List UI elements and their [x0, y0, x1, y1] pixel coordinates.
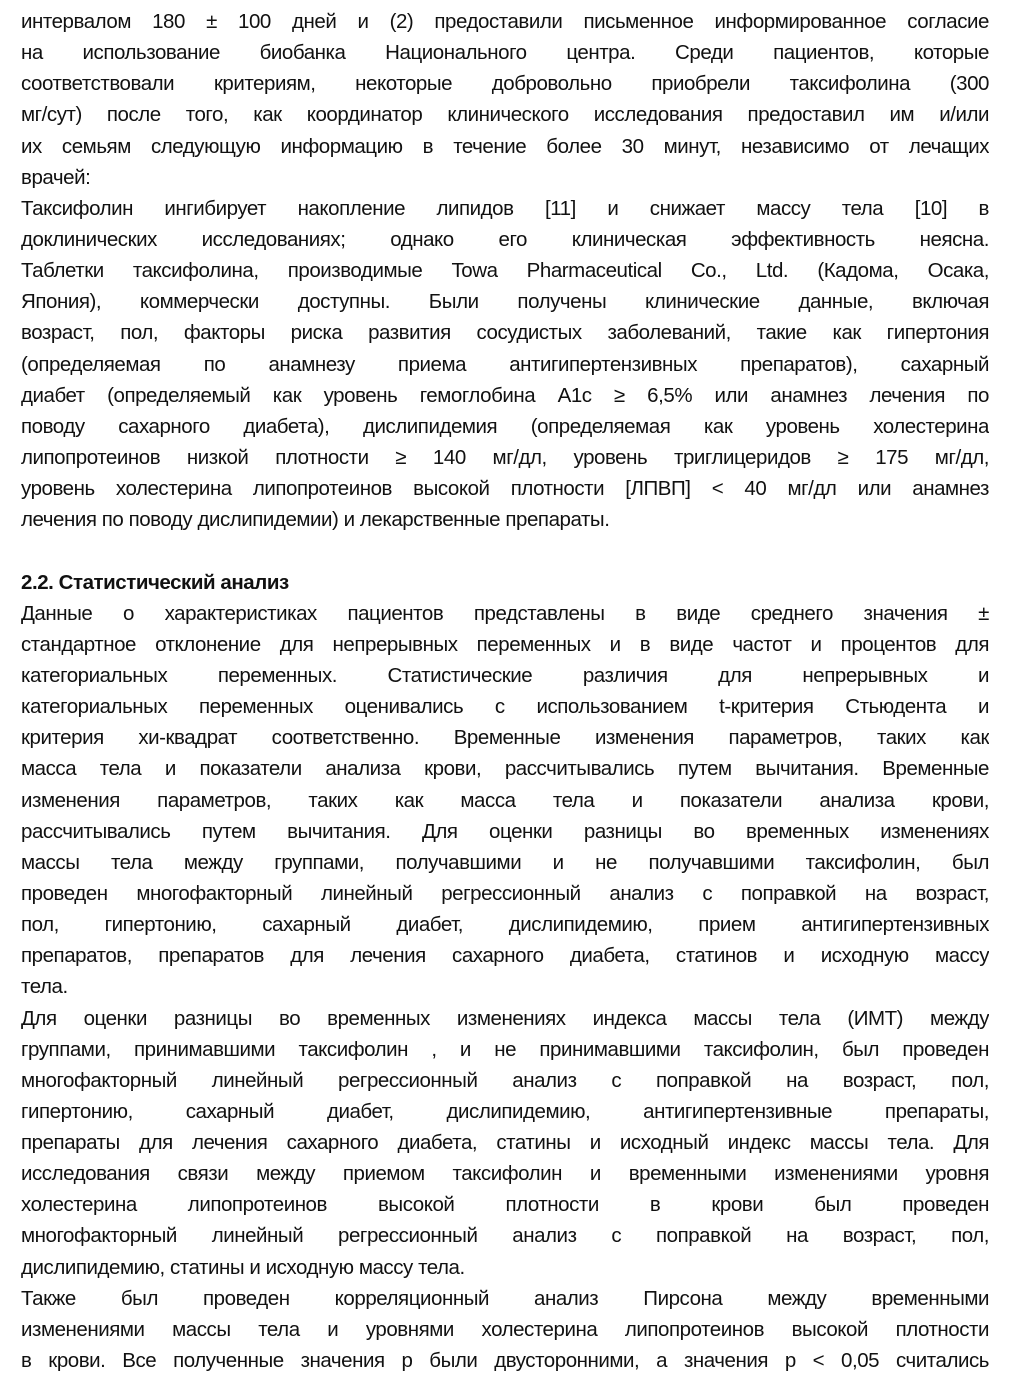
- text-line: уровень холестерина липопротеинов высокой плотности [ЛПВП] < 40 мг/дл или анамнез: [21, 477, 989, 501]
- text-line: рассчитывались путем вычитания. Для оценки разницы во временных изменениях: [21, 819, 989, 843]
- paragraph: [21, 598, 989, 1003]
- paragraph: [21, 1283, 989, 1376]
- text-line: их семьям следующую информацию в течение более 30 минут, независимо от лечащих: [21, 134, 989, 158]
- text-line: поводу сахарного диабета), дислипидемия (определяемая как уровень холестерина: [21, 414, 989, 438]
- text-line: гипертонию, сахарный диабет, дислипидемию, антигипертензивные препараты,: [21, 1099, 989, 1123]
- document-page: [21, 6, 989, 1376]
- text-line: многофакторный линейный регрессионный анализ с поправкой на возраст, пол,: [21, 1068, 989, 1092]
- text-line: (определяемая по анамнезу приема антигипертензивных препаратов), сахарный: [21, 352, 989, 376]
- text-line: интервалом 180 ± 100 дней и (2) предоставили письменное информированное согласие: [21, 10, 989, 33]
- paragraph: [21, 1003, 989, 1283]
- text-line: пол, гипертонию, сахарный диабет, дислипидемию, прием антигипертензивных: [21, 913, 989, 937]
- text-line: препаратов, препаратов для лечения сахарного диабета, статинов и исходную массу: [21, 944, 989, 968]
- text-line: мг/сут) после того, как координатор клинического исследования предоставил им и/или: [21, 103, 989, 127]
- paragraph: [21, 193, 989, 536]
- section-heading: 2.2. Статистический анализ: [21, 570, 289, 594]
- text-line: массы тела между группами, получавшими и не получавшими таксифолин, был: [21, 850, 989, 874]
- text-line: диабет (определяемый как уровень гемоглобина A1c ≥ 6,5% или анамнез лечения по: [21, 383, 989, 407]
- text-line: категориальных переменных оценивались с использованием t-критерия Стьюдента и: [21, 695, 989, 719]
- text-line: лечения по поводу дислипидемии) и лекарственные препараты.: [21, 508, 610, 532]
- text-line: стандартное отклонение для непрерывных переменных и в виде частот и процентов для: [21, 632, 989, 656]
- text-line: препараты для лечения сахарного диабета, статины и исходный индекс массы тела. Для: [21, 1131, 989, 1155]
- text-line: Данные о характеристиках пациентов представлены в виде среднего значения ±: [21, 601, 989, 625]
- text-line: в крови. Все полученные значения p были двусторонними, а значения p < 0,05 считались: [21, 1349, 989, 1373]
- text-line: Таблетки таксифолина, производимые Towa Pharmaceutical Co., Ltd. (Кадома, Осака,: [21, 259, 989, 283]
- text-line: группами, принимавшими таксифолин , и не принимавшими таксифолин, был проведен: [21, 1037, 989, 1061]
- text-line: проведен многофакторный линейный регрессионный анализ с поправкой на возраст,: [21, 881, 989, 905]
- text-line: дислипидемию, статины и исходную массу тела.: [21, 1255, 465, 1279]
- text-line: врачей:: [21, 165, 91, 189]
- text-line: Для оценки разницы во временных изменениях индекса массы тела (ИМТ) между: [21, 1006, 989, 1030]
- text-line: Таксифолин ингибирует накопление липидов [11] и снижает массу тела [10] в: [21, 196, 989, 220]
- text-line: холестерина липопротеинов высокой плотности в крови был проведен: [21, 1193, 989, 1217]
- text-line: Япония), коммерчески доступны. Были получены клинические данные, включая: [21, 290, 989, 314]
- text-line: липопротеинов низкой плотности ≥ 140 мг/дл, уровень триглицеридов ≥ 175 мг/дл,: [21, 445, 989, 469]
- text-line: критерия хи-квадрат соответственно. Временные изменения параметров, таких как: [21, 726, 989, 750]
- text-line: категориальных переменных. Статистические различия для непрерывных и: [21, 663, 989, 687]
- text-line: изменения параметров, таких как масса тела и показатели анализа крови,: [21, 788, 989, 812]
- blank-line: [21, 535, 989, 566]
- text-line: возраст, пол, факторы риска развития сосудистых заболеваний, такие как гипертония: [21, 321, 989, 345]
- text-line: доклинических исследованиях; однако его клиническая эффективность неясна.: [21, 227, 989, 251]
- text-line: на использование биобанка Национального центра. Среди пациентов, которые: [21, 41, 989, 65]
- text-line: многофакторный линейный регрессионный анализ с поправкой на возраст, пол,: [21, 1224, 989, 1248]
- text-line: масса тела и показатели анализа крови, рассчитывались путем вычитания. Временные: [21, 757, 989, 781]
- text-line: изменениями массы тела и уровнями холестерина липопротеинов высокой плотности: [21, 1317, 989, 1341]
- paragraph: [21, 6, 989, 193]
- text-line: Также был проведен корреляционный анализ Пирсона между временными: [21, 1286, 989, 1310]
- text-line: соответствовали критериям, некоторые добровольно приобрели таксифолина (300: [21, 72, 989, 96]
- text-line: тела.: [21, 975, 68, 999]
- text-line: исследования связи между приемом таксифолин и временными изменениями уровня: [21, 1162, 989, 1186]
